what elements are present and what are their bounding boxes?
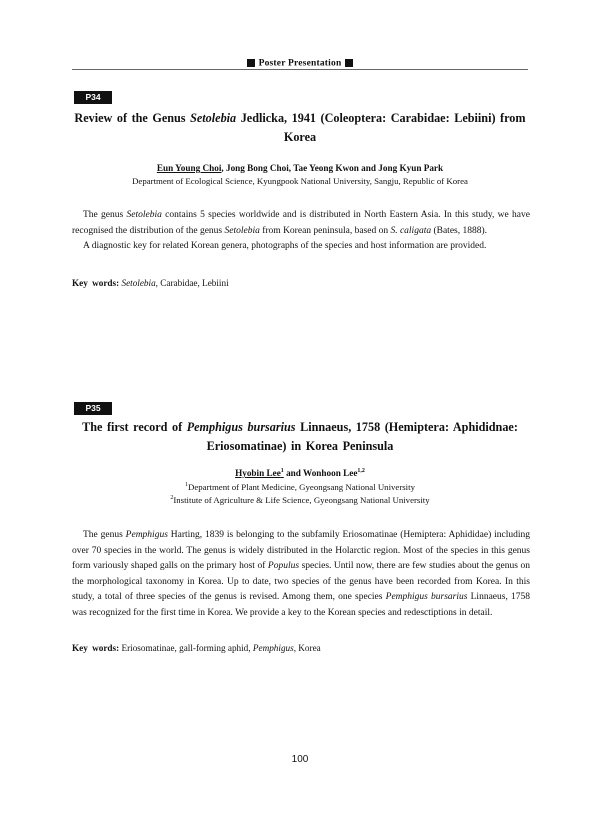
coauthors: , Jong Bong Choi, Tae Yeong Kwon and Jong Kyun Park <box>221 163 444 173</box>
poster-title: Review of the Genus Setolebia Jedlicka, 1941 (Coleoptera: Carabidae: Lebiini) from Korea <box>74 111 526 144</box>
affiliation: $^2$Institute of Agriculture & Life Science, Gyeongsang National University <box>170 495 430 505</box>
keywords-list: Setolebia, Carabidae, Lebiini <box>121 278 229 288</box>
keywords <box>72 642 528 655</box>
affiliation: $^1$Department of Plant Medicine, Gyeongsang National University <box>185 482 415 492</box>
abstract-paragraph: The genus Pemphigus Harting, 1839 is belonging to the subfamily Eriosomatinae (Hemiptera: Aphididae) including over 70 species in the world. The genus is widely distributed in the Holarctic region. Most of the species in this genus form variously shaped galls on the primary host of Populus species. Until now, there are few studies about the genus on the morphological taxonomy in Korea. Up to date, two species of the genus have been recorded from Korea. In this study, a total of three species of the genus is revised. Among them, one species Pemphigus bursarius Linnaeus, 1758 was recognized for the first time in Korea. We provide a key to the Korean species and redesctiptions in detail. <box>72 530 530 618</box>
abstract <box>72 208 530 255</box>
keywords-label: Key words: <box>72 643 120 653</box>
section-header-label: Poster Presentation <box>258 58 342 69</box>
keywords-list: Eriosomatinae, gall-forming aphid, Pemphigus, Korea <box>119 643 321 653</box>
section-header <box>72 54 528 68</box>
presenting-author: Hyobin Lee$^1$ <box>235 467 284 478</box>
coauthors: and Wonhoon Lee$^{1,2}$ <box>283 467 365 478</box>
affiliation: Department of Ecological Science, Kyungpook National University, Sangju, Republic of Korea <box>132 176 468 186</box>
header-divider <box>72 69 528 70</box>
poster-code-badge: P35 <box>74 402 112 415</box>
author-list <box>72 162 528 175</box>
abstract <box>72 528 530 622</box>
poster-code-badge: P34 <box>74 91 112 104</box>
poster-title: The first record of Pemphigus bursarius Linnaeus, 1758 (Hemiptera: Aphididnae: Eriosomatinae) in Korea Peninsula <box>82 420 518 453</box>
abstract-paragraph: The genus Setolebia contains 5 species worldwide and is distributed in North Eastern Asia. In this study, we have recognised the distribution of the genus Setolebia from Korean peninsula, based on S. caligata (Bates, 1888). <box>72 210 530 236</box>
abstract-paragraph: A diagnostic key for related Korean genera, photographs of the species and host information are provided. <box>83 241 487 252</box>
author-list <box>72 467 528 480</box>
presenting-author: Eun Young Choi <box>156 163 222 173</box>
square-bullet-icon <box>345 59 353 67</box>
keywords-label: Key words: <box>72 278 120 288</box>
page-number: 100 <box>291 754 309 765</box>
square-bullet-icon <box>247 59 255 67</box>
keywords <box>72 277 528 290</box>
